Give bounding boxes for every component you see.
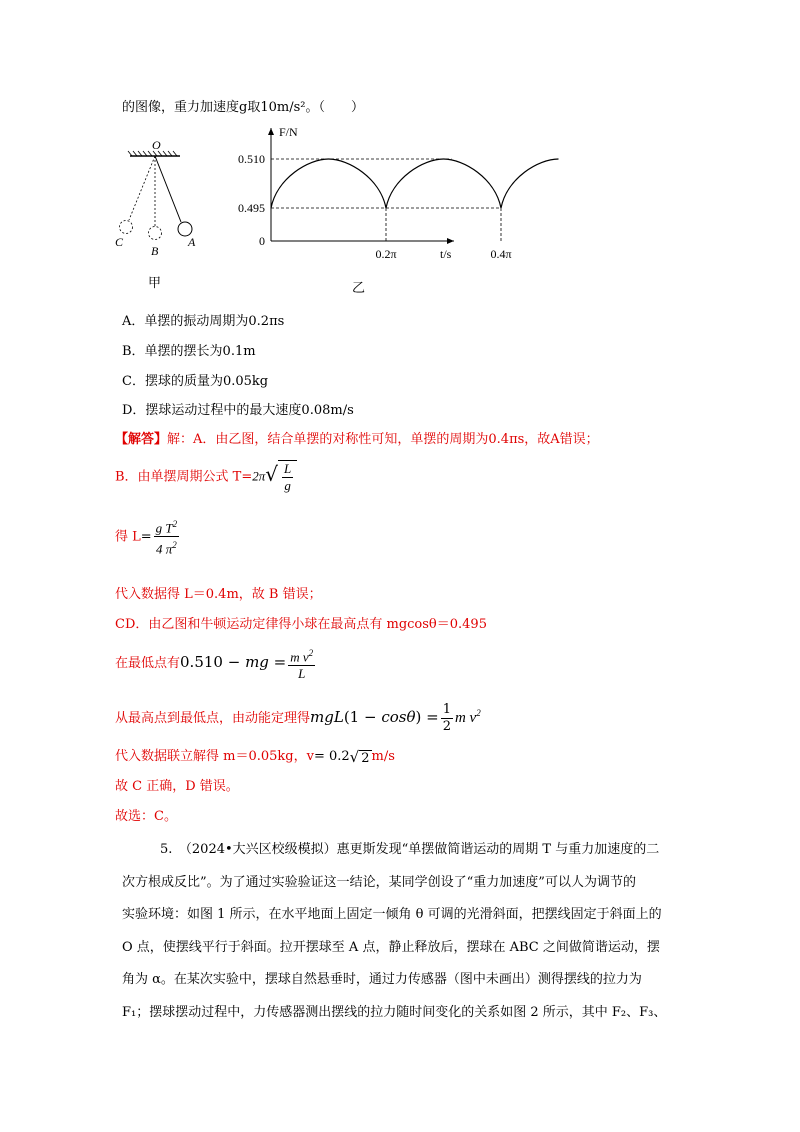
- q5-line-3: 实验环境：如图 1 所示，在水平地面上固定一倾角 θ 可调的光滑斜面，把摆线固定于斜面上的: [122, 907, 662, 922]
- x-axis-label: t/s: [440, 247, 452, 261]
- point-b-label: B: [151, 244, 159, 258]
- x-tick-label-0-2pi: 0.2π: [375, 247, 397, 261]
- option-b: B．单摆的摆长为0.1m: [122, 344, 256, 359]
- q5-line-4: O 点，使摆线平行于斜面。拉开摆球至 A 点，静止释放后，摆球在 ABC 之间做简谐运动，摆: [122, 940, 660, 955]
- option-a: A．单摆的振动周期为0.2πs: [122, 314, 285, 329]
- q5-line-6: F₁；摆球摆动过程中，力传感器测出摆线的拉力随时间变化的关系如图 2 所示，其中 F₂、F₃、: [122, 1005, 667, 1020]
- point-o-label: O: [152, 138, 161, 152]
- option-d: D．摆球运动过程中的最大速度0.08m/s: [122, 403, 354, 418]
- solution-line-1: 【解答】解：A．由乙图，结合单摆的对称性可知，单摆的周期为0.4πs，故A错误；: [115, 432, 599, 447]
- intro-line: 的图像，重力加速度g取10m/s²。（ ）: [122, 100, 364, 115]
- solution-line-4: 代入数据得 L＝0.4m，故 B 错误；: [115, 587, 322, 602]
- solution-line-9: 故 C 正确，D 错误。: [115, 779, 239, 794]
- solution-line-8: 代入数据联立解得 m＝0.05kg，v= 0.2√ 2 m/s: [115, 747, 395, 766]
- solution-tag: 【解答】: [115, 432, 168, 447]
- figure-caption-yi: 乙: [352, 281, 366, 296]
- point-c-label: C: [115, 235, 124, 249]
- q5-line-5: 角为 α。在某次实验中，摆球自然悬垂时，通过力传感器（图中未画出）测得摆线的拉力为: [122, 972, 642, 987]
- q5-line-1: 5. （2024•大兴区校级模拟）惠更斯发现“单摆做简谐运动的周期 T 与重力加速度的二: [160, 842, 660, 857]
- option-c: C．摆球的质量为0.05kg: [122, 374, 269, 389]
- solution-line-2: B．由单摆周期公式 T=2π√ $\frac{L}{g}$: [115, 460, 297, 494]
- x-tick-label-0-4pi: 0.4π: [490, 247, 512, 261]
- force-time-graph: [222, 120, 512, 298]
- solution-line-7: 从最高点到最低点，由动能定理得mgL(1 − cosθ) = $\frac{1}{2}$ m $v^2$: [115, 702, 481, 734]
- solution-line-6: 在最低点有0.510 − mg = $\frac{m v^2}{L}$: [115, 645, 317, 682]
- y-axis-label: F/N: [279, 125, 298, 139]
- solution-line-3: 得 L= $\frac{g T^2}{4 \pi^2}$: [115, 516, 181, 558]
- pendulum-figure: [108, 132, 218, 292]
- origin-label: 0: [259, 234, 265, 248]
- x-axis-arrow: [447, 238, 454, 244]
- force-curve: [271, 159, 559, 208]
- y-tick-label-low: 0.495: [238, 201, 265, 215]
- y-axis-arrow: [268, 128, 274, 135]
- q5-line-2: 次方根成反比”。为了通过实验验证这一结论，某同学创设了“重力加速度”可以人为调节的: [122, 875, 636, 890]
- solution-line-5: CD．由乙图和牛顿运动定律得小球在最高点有 mgcosθ＝0.495: [115, 617, 487, 632]
- figure-caption-jia: 甲: [148, 276, 162, 291]
- solution-line-10: 故选：C。: [115, 809, 177, 824]
- y-tick-label-high: 0.510: [238, 152, 265, 166]
- point-a-label: A: [188, 235, 196, 249]
